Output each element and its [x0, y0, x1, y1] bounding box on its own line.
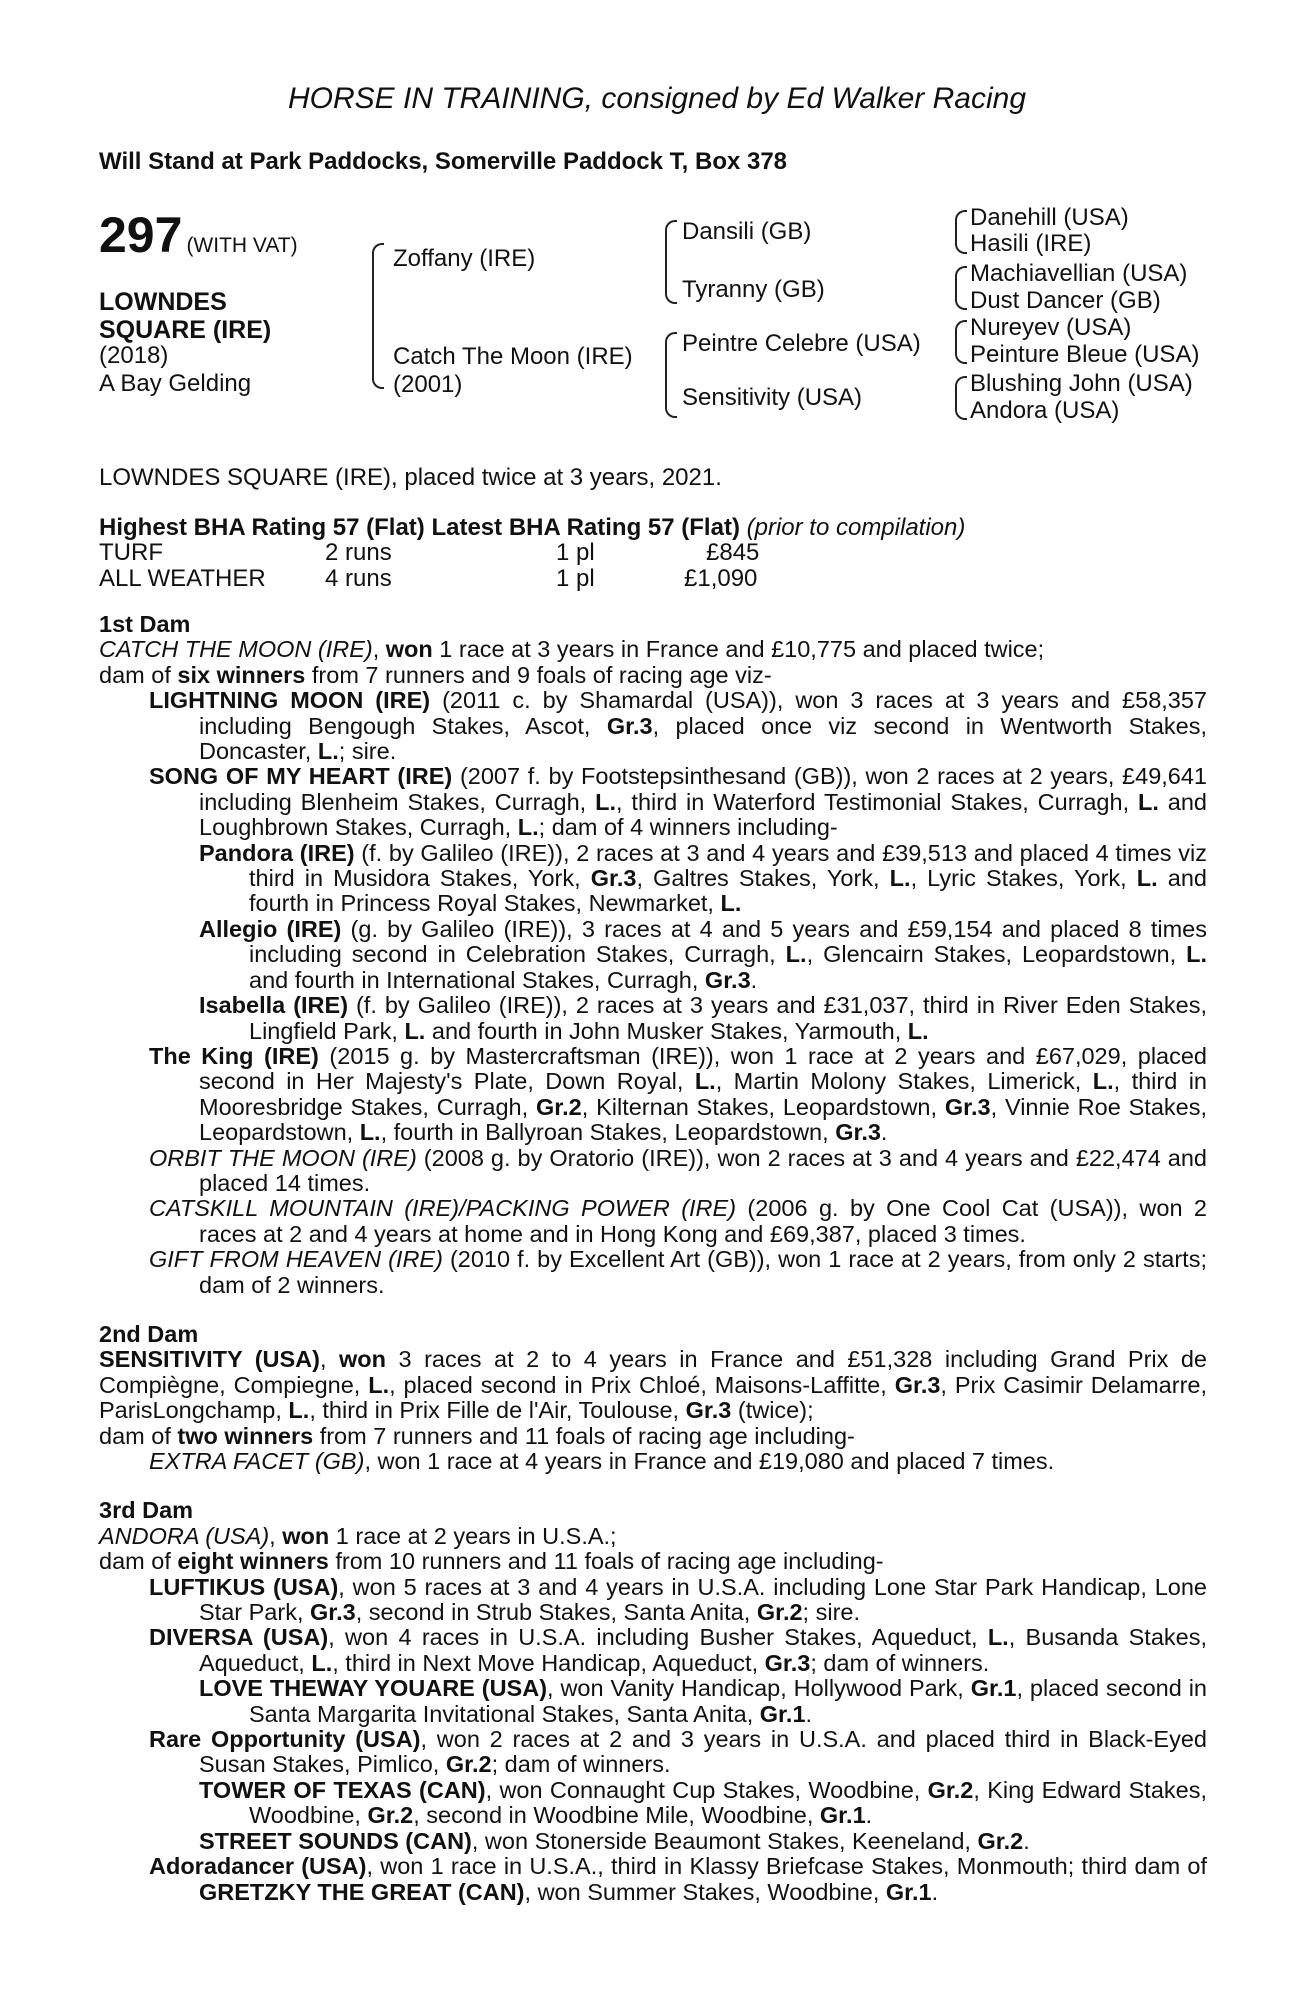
first-dam-produce-summary: dam of six winners from 7 runners and 9 foals of racing age viz- [99, 661, 772, 688]
list-item-lightning-moon: LIGHTNING MOON (IRE) (2011 c. by Shamardal (USA)), won 3 races at 3 years and £58,357 including Bengough Stakes, Ascot, Gr.3, placed once viz second in Wentworth Stakes, Doncaster, L.; sire. [149, 687, 1207, 765]
list-item-street-sounds: STREET SOUNDS (CAN), won Stonerside Beaumont Stakes, Keeneland, Gr.2. [199, 1827, 1030, 1854]
list-item-adoradancer: Adoradancer (USA), won 1 race in U.S.A., third in Klassy Briefcase Stakes, Monmouth; third dam of GRETZKY THE GREAT (CAN), won Summer Stakes, Woodbine, Gr.1. [149, 1853, 1207, 1905]
list-item-extra-facet: EXTRA FACET (GB), won 1 race at 4 years in France and £19,080 and placed 7 times. [149, 1448, 1055, 1474]
pedigree-brace-sire [665, 220, 677, 304]
horse-name [99, 288, 271, 344]
pedigree-sire-dam: Tyranny (GB) [682, 276, 825, 303]
pedigree-g8: Andora (USA) [970, 397, 1120, 424]
horse-info [99, 342, 251, 398]
pedigree-g6: Peinture Bleue (USA) [970, 341, 1200, 368]
pedigree-sire-sire: Dansili (GB) [682, 218, 812, 245]
third-dam-heading: 3rd Dam [99, 1497, 194, 1524]
list-item-catskill-mountain: CATSKILL MOUNTAIN (IRE)/PACKING POWER (IRE) (2006 g. by One Cool Cat (USA)), won 2 races at 2 and 4 years at home and in Hong Kong and £69,387, placed 3 times. [149, 1195, 1207, 1247]
record-aw-prize: £1,090 [684, 565, 758, 592]
second-dam-intro: SENSITIVITY (USA), won 3 races at 2 to 4 years in France and £51,328 including Grand Prix de Compiègne, Compiegne, L., placed second in Prix Chloé, Maisons-Laffitte, Gr.3, Prix Casimir Delamarre, ParisLongchamp, L., third in Prix Fille de l'Air, Toulouse, Gr.3 (twice); [99, 1346, 1208, 1424]
first-dam-record: 1 race at 3 years in France and £10,775 and placed twice; [432, 636, 1045, 663]
list-item-luftikus: LUFTIKUS (USA), won 5 races at 3 and 4 years in U.S.A. including Lone Star Park Handicap, Lone Star Park, Gr.3, second in Strub Stakes, Santa Anita, Gr.2; sire. [149, 1573, 1207, 1626]
pedigree-g7: Blushing John (USA) [970, 370, 1193, 397]
pedigree-dam-sire: Peintre Celebre (USA) [682, 330, 921, 357]
third-dam-intro: ANDORA (USA), won 1 race at 2 years in U.S.A.; [99, 1522, 617, 1549]
pedigree-g3: Machiavellian (USA) [970, 260, 1188, 287]
pedigree-brace-g34 [955, 266, 967, 310]
bha-rating [99, 514, 965, 542]
pedigree-g5: Nureyev (USA) [970, 314, 1132, 341]
third-dam-produce-summary: dam of eight winners from 10 runners and 11 foals of racing age including- [99, 1548, 884, 1575]
list-item-orbit-the-moon: ORBIT THE MOON (IRE) (2008 g. by Oratorio (IRE)), won 2 races at 3 and 4 years and £22,474 and placed 14 times. [149, 1144, 1207, 1196]
pedigree-g1: Danehill (USA) [970, 204, 1129, 231]
bha-rating-label: Highest BHA Rating 57 (Flat) Latest BHA Rating 57 (Flat) [99, 514, 740, 541]
second-dam-heading: 2nd Dam [99, 1320, 199, 1347]
pedigree-brace-g12 [955, 210, 967, 254]
pedigree-brace-g56 [955, 320, 967, 364]
record-turf-surface: TURF [99, 539, 163, 566]
list-item-song-of-my-heart: SONG OF MY HEART (IRE) (2007 f. by Footstepsinthesand (GB)), won 2 races at 2 years, £49,641 including Blenheim Stakes, Curragh, L., third in Waterford Testimonial Stakes, Curragh, L. and Loughbrown Stakes, Curragh, L.; dam of 4 winners including- [149, 763, 1207, 841]
first-dam-heading: 1st Dam [99, 611, 191, 637]
horse-description: A Bay Gelding [99, 370, 252, 397]
vat-note: (WITH VAT) [186, 234, 298, 257]
lot-number: 297 [99, 207, 183, 263]
pedigree-dam: Catch The Moon (IRE) [393, 343, 633, 370]
pedigree-g2: Hasili (IRE) [970, 230, 1092, 257]
record-turf-placed: 1 pl [556, 539, 595, 566]
pedigree-brace-g78 [955, 376, 967, 420]
first-dam-intro: CATCH THE MOON (IRE), won 1 race at 3 years in France and £10,775 and placed twice; [99, 636, 1045, 663]
list-item-pandora: Pandora (IRE) (f. by Galileo (IRE)), 2 races at 3 and 4 years and £39,513 and placed 4 times viz third in Musidora Stakes, York, Gr.3, Galtres Stakes, York, L., Lyric Stakes, York, L. and fourth in Princess Royal Stakes, Newmarket, L. [199, 839, 1207, 917]
produce-record [99, 612, 1207, 1905]
list-item-isabella: Isabella (IRE) (f. by Galileo (IRE)), 2 races at 3 years and £31,037, third in River Eden Stakes, Lingfield Park, L. and fourth in John Musker Stakes, Yarmouth, L. [199, 992, 1207, 1044]
bha-rating-note: (prior to compilation) [746, 514, 966, 541]
pedigree-brace-dam [665, 332, 677, 418]
foaling-year: (2018) [99, 342, 169, 369]
pedigree-sire: Zoffany (IRE) [393, 245, 536, 272]
list-item-gift-from-heaven: GIFT FROM HEAVEN (IRE) (2010 f. by Excellent Art (GB)), won 1 race at 2 years, from only 2 starts; dam of 2 winners. [149, 1246, 1207, 1298]
horse-name-line1: LOWNDES [99, 288, 227, 316]
first-dam-won: won [385, 636, 433, 663]
list-item-the-king: The King (IRE) (2015 g. by Mastercraftsman (IRE)), won 1 race at 2 years and £67,029, placed second in Her Majesty's Plate, Down Royal, L., Martin Molony Stakes, Limerick, L., third in Mooresbridge Stakes, Curragh, Gr.2, Kilternan Stakes, Leopardstown, Gr.3, Vinnie Roe Stakes, Leopardstown, L., fourth in Ballyroan Stakes, Leopardstown, Gr.3. [149, 1042, 1208, 1146]
list-item-tower-of-texas: TOWER OF TEXAS (CAN), won Connaught Cup Stakes, Woodbine, Gr.2, King Edward Stakes, Woodbine, Gr.2, second in Woodbine Mile, Woodbine, Gr.1. [199, 1776, 1207, 1829]
first-dam-name: CATCH THE MOON (IRE) [99, 636, 373, 663]
racing-summary: LOWNDES SQUARE (IRE), placed twice at 3 years, 2021. [99, 464, 722, 491]
record-aw-surface: ALL WEATHER [99, 565, 266, 592]
stand-location: Will Stand at Park Paddocks, Somerville Paddock T, Box 378 [99, 148, 788, 175]
list-item-love-theway-youare: LOVE THEWAY YOUARE (USA), won Vanity Handicap, Hollywood Park, Gr.1, placed second in Santa Margarita Invitational Stakes, Santa Anita, Gr.1. [199, 1675, 1208, 1727]
pedigree-g4: Dust Dancer (GB) [970, 287, 1161, 314]
pedigree-brace-main [372, 243, 384, 389]
page-title: HORSE IN TRAINING, consigned by Ed Walker Racing [287, 82, 1027, 115]
record-turf-prize: £845 [706, 539, 760, 566]
second-dam-produce-summary: dam of two winners from 7 runners and 11 foals of racing age including- [99, 1422, 855, 1449]
list-item-diversa: DIVERSA (USA), won 4 races in U.S.A. including Busher Stakes, Aqueduct, L., Busanda Stakes, Aqueduct, L., third in Next Move Handicap, Aqueduct, Gr.3; dam of winners. [149, 1624, 1208, 1676]
record-turf-runs: 2 runs [325, 539, 392, 566]
horse-name-line2: SQUARE (IRE) [99, 316, 272, 344]
list-item-rare-opportunity: Rare Opportunity (USA), won 2 races at 2 and 3 years in U.S.A. and placed third in Black-Eyed Susan Stakes, Pimlico, Gr.2; dam of winners. [149, 1726, 1207, 1778]
record-aw-runs: 4 runs [325, 565, 392, 592]
record-aw-placed: 1 pl [556, 565, 595, 592]
pedigree-dam-year: (2001) [393, 371, 463, 398]
list-item-allegio: Allegio (IRE) (g. by Galileo (IRE)), 3 races at 4 and 5 years and £59,154 and placed 8 times including second in Celebration Stakes, Curragh, L., Glencairn Stakes, Leopardstown, L. and fourth in International Stakes, Curragh, Gr.3. [199, 915, 1207, 993]
lot-number-block [99, 206, 298, 264]
pedigree-dam-dam: Sensitivity (USA) [682, 384, 863, 411]
